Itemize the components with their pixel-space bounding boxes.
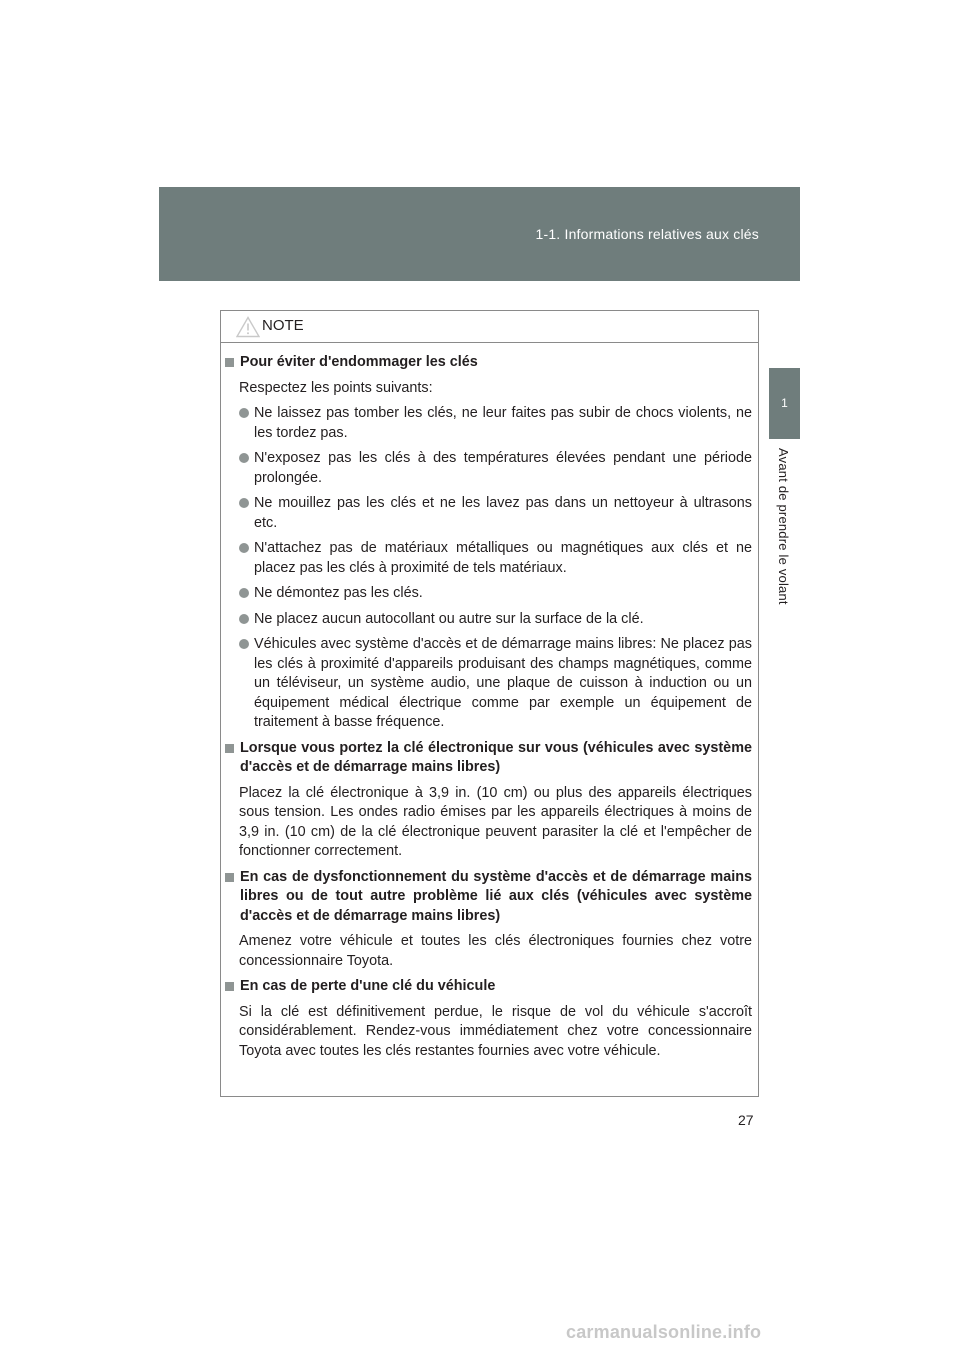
list-item: N'exposez pas les clés à des températures élevées pendant une période prolongée.	[239, 449, 752, 488]
paragraph: Amenez votre véhicule et toutes les clés électroniques fournies chez votre concessionnaire Toyota.	[239, 933, 752, 969]
section-heading: Pour éviter d'endommager les clés	[225, 353, 752, 373]
section-heading: En cas de perte d'une clé du véhicule	[225, 977, 752, 997]
bullet-dot-icon	[239, 614, 249, 624]
warning-triangle-icon	[236, 316, 260, 338]
bullet-dot-icon	[239, 639, 249, 649]
list-item: Ne démontez pas les clés.	[239, 584, 752, 604]
paragraph: Respectez les points suivants:	[239, 379, 433, 396]
bullet-dot-icon	[239, 543, 249, 553]
chapter-header-bar	[159, 187, 800, 281]
note-body	[221, 343, 758, 1061]
list-item: Ne mouillez pas les clés et ne les lavez pas dans un nettoyeur à ultrasons etc.	[239, 494, 752, 533]
square-bullet-icon	[225, 744, 234, 753]
paragraph: Placez la clé électronique à 3,9 in. (10 cm) ou plus des appareils électriques sous tension. Les ondes radio émises par les appareils électriques à moins de 3,9 in. (10 cm) de la clé électronique peuvent parasiter la clé et l'empêcher de fonctionner correctement.	[239, 784, 752, 859]
list-item: Ne placez aucun autocollant ou autre sur la surface de la clé.	[239, 610, 752, 630]
section-heading: Lorsque vous portez la clé électronique sur vous (véhicules avec système d'accès et de démarrage mains libres)	[225, 739, 752, 778]
note-box	[220, 310, 759, 1097]
chapter-tab-label: Avant de prendre le volant	[776, 448, 791, 605]
page-number: 27	[738, 1112, 754, 1128]
section-heading: En cas de dysfonctionnement du système d'accès et de démarrage mains libres ou de tout autre problème lié aux clés (véhicules avec système d'accès et de démarrage mains libres)	[225, 868, 752, 927]
bullet-dot-icon	[239, 588, 249, 598]
bullet-dot-icon	[239, 498, 249, 508]
square-bullet-icon	[225, 358, 234, 367]
list-item: Ne laissez pas tomber les clés, ne leur faites pas subir de chocs violents, ne les tordez pas.	[239, 404, 752, 443]
list-item: Véhicules avec système d'accès et de démarrage mains libres: Ne placez pas les clés à proximité d'appareils produisant des champs magnétiques, comme un téléviseur, un système audio, une plaque de cuisson à induction ou un équipement médical électrique comme par exemple un équipement de traitement à basse fréquence.	[239, 635, 752, 733]
note-label: NOTE	[262, 317, 304, 334]
chapter-tab-number: 1	[769, 368, 800, 439]
bullet-dot-icon	[239, 408, 249, 418]
square-bullet-icon	[225, 982, 234, 991]
square-bullet-icon	[225, 873, 234, 882]
paragraph: Si la clé est définitivement perdue, le risque de vol du véhicule s'accroît considérablement. Rendez-vous immédiatement chez votre concessionnaire Toyota avec toutes les clés restantes fournies avec votre véhicule.	[239, 1003, 752, 1059]
watermark: carmanualsonline.info	[566, 1322, 762, 1342]
bullet-dot-icon	[239, 453, 249, 463]
list-item: N'attachez pas de matériaux métalliques ou magnétiques aux clés et ne placez pas les clés à proximité de tels matériaux.	[239, 539, 752, 578]
section-title: 1-1. Informations relatives aux clés	[535, 226, 759, 242]
note-header	[221, 311, 758, 343]
